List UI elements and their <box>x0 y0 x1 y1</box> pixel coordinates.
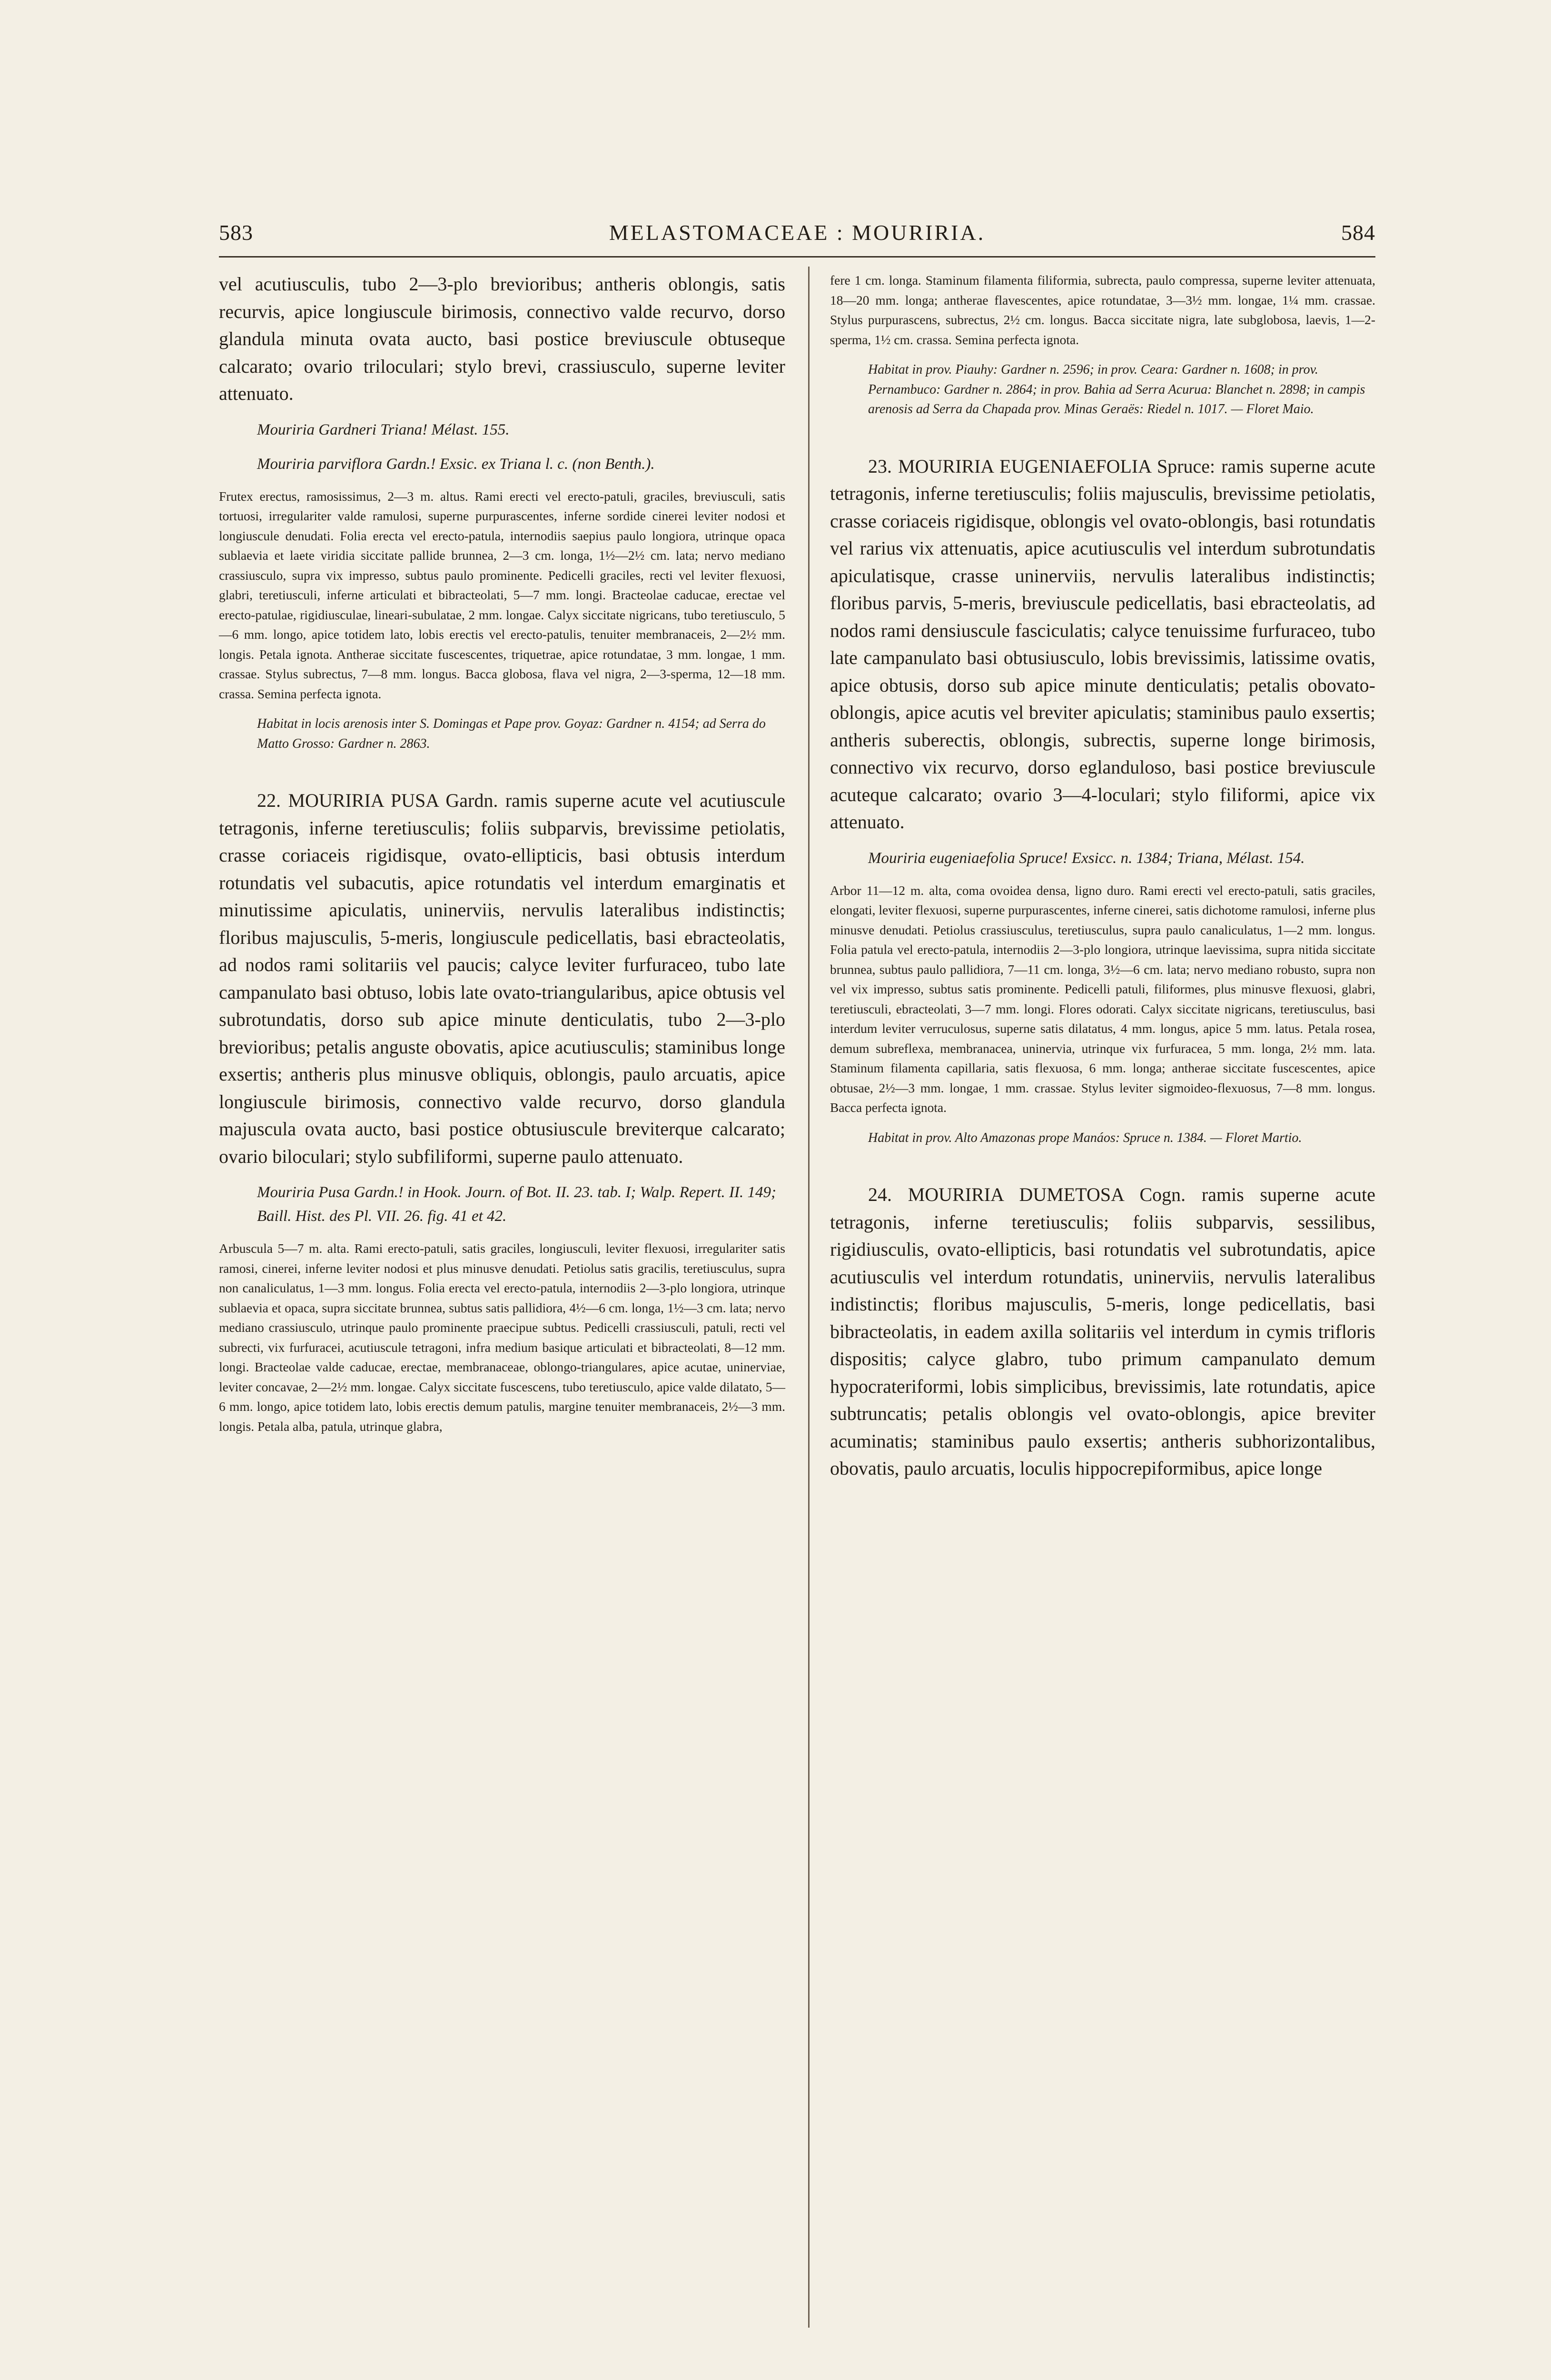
citation-eugeniaefolia: Mouriria eugeniaefolia Spruce! Exsicc. n. 1384; Triana, Mélast. 154. <box>868 849 1305 867</box>
species-24-diagnosis: ramis superne acute tetragonis, inferne teretiusculis; foliis subparvis, sessilibus, rigidiusculis, ovato-ellipticis, basi rotundatis vel subrotundatis, apice acutiusculis vel interdum rotundatis, uninerviis, nervulis lateralibus indistinctis; floribus majusculis, 5-meris, longe pedicellatis, basi bibracteolatis, in eadem axilla solitariis vel interdum in cymis trifloris dispositis; calyce glabro, tubo primum campanulato demum hypocrateriformi, lobis simplicibus, brevissimis, late rotundatis, apice subtruncatis; petalis oblongis vel ovato-oblongis, apice breviter acuminatis; staminibus paulo exsertis; antheris subhorizontalibus, obovatis, paulo arcuatis, loculis hippocrepiformibus, apice longe <box>830 1184 1376 1479</box>
right-column <box>830 270 1375 1493</box>
species-23-habitat: Habitat in prov. Alto Amazonas prope Manáos: Spruce n. 1384. — Floret Martio. <box>868 1130 1302 1145</box>
species-22-detail: Arbuscula 5—7 m. alta. Rami erecto-patuli, satis graciles, longiusculi, leviter flexuosi, irregulariter satis ramosi, cinerei, inferne leviter nodosi et plus minusve denudati. Petiolus satis gracilis, teretiusculus, supra non canaliculatus, 1—3 mm. longus. Folia erecta vel erecto-patula, internodiis 2—3-plo longiora, utrinque sublaevia et opaca, supra siccitate brunnea, subtus satis pallidiora, 4½—6 cm. longa, 1½—3 cm. lata; nervo mediano crassiusculo, utrinque paulo prominente praecipue subtus. Pedicelli crassiusculi, patuli, recti vel subrecti, vix furfuracei, acutiuscule tetragoni, infra medium basique articulati et bibracteolati, 8—12 mm. longi. Bracteolae valde caducae, erectae, membranaceae, oblongo-triangulares, apice acutae, uninerviae, leviter concavae, 2—2½ mm. longae. Calyx siccitate fuscescens, tubo teretiusculo, apice valde dilatato, 5—6 mm. longo, apice totidem lato, lobis erectis demum patulis, margine tenuiter membranaceis, 2½—3 mm. longis. Petala alba, patula, utrinque glabra, <box>219 1241 785 1434</box>
species-21-description-end: vel acutiusculis, tubo 2—3-plo brevioribus; antheris oblongis, satis recurvis, apice longiuscule birimosis, connectivo valde recurvo, dorso glandula minuta ovata aucto, basi postice breviuscule obtuseque calcarato; ovario triloculari; stylo brevi, crassiusculo, superne leviter attenuato. <box>219 273 785 404</box>
species-23-detail: Arbor 11—12 m. alta, coma ovoidea densa, ligno duro. Rami erecti vel erecto-patuli, satis graciles, elongati, leviter flexuosi, superne purpurascentes, inferne cinerei, satis dichotome ramulosi, inferne plus minusve denudati. Petiolus crassiusculus, teretiusculus, supra paulo canaliculatus, 1—2 mm. longus. Folia patula vel erecto-patula, internodiis 2—3-plo longiora, utrinque laevissima, supra nitida siccitate brunnea, subtus paulo pallidiora, 7—11 cm. longa, 3½—6 cm. lata; nervo mediano robusto, supra non vel vix impresso, subtus satis prominente. Pedicelli patuli, filiformes, plus minusve flexuosi, glabri, teretiusculi, ebracteolati, 3—7 mm. longi. Flores odorati. Calyx siccitate nigricans, teretiusculus, basi interdum leviter verruculosus, superne satis dilatatus, 4 mm. longus, apice 5 mm. latus. Petala rosea, demum subreflexa, membranacea, uninervia, utrinque vix furfuracea, 5 mm. longa, 2½ mm. lata. Staminum filamenta capillaria, satis flexuosa, 6 mm. longa; antherae siccitate fuscescentes, apice obtusae, 2½—3 mm. longae, 1 mm. crassae. Stylus leviter sigmoideo-flexuosus, 7—8 mm. longus. Bacca perfecta ignota. <box>830 883 1375 1115</box>
species-23-diagnosis: ramis superne acute tetragonis, inferne teretiusculis; foliis majusculis, brevissime petiolatis, crasse coriaceis rigidisque, oblongis vel ovato-oblongis, basi rotundatis vel rarius vix attenuatis, apice acutiusculis vel interdum subrotundatis apiculatisque, crasse uninerviis, nervulis lateralibus indistinctis; floribus parvis, 5-meris, breviuscule pedicellatis, basi ebracteolatis, ad nodos rami densiuscule fasciculatis; calyce tenuissime furfuraceo, tubo late campanulato basi obtusiusculo, lobis brevissimis, latissime ovatis, apice obtusis, dorso sub apice minute denticulatis; petalis obovato-oblongis, apice acutis vel breviter apiculatis; staminibus paulo exsertis; antheris suberectis, oblongis, subrectis, superne longe birimosis, connectivo vix recurvo, dorso eglanduloso, basi postice breviuscule acuteque calcarato; ovario 3—4-loculari; stylo filiformi, apice vix attenuato. <box>830 455 1376 833</box>
section-gap <box>830 1158 1375 1181</box>
citation-pusa: Mouriria Pusa Gardn.! in Hook. Journ. of Bot. II. 23. tab. I; Walp. Repert. II. 149; Baill. Hist. des Pl. VII. 26. fig. 41 et 42. <box>257 1184 777 1225</box>
species-22-habitat: Habitat in prov. Piauhy: Gardner n. 2596; in prov. Ceara: Gardner n. 1608; in prov. Pernambuco: Gardner n. 2864; in prov. Bahia ad Serra Acurua: Blanchet n. 2898; in campis arenosis ad Serra da Chapada prov. Minas Geraës: Riedel n. 1017. — Floret Maio. <box>868 362 1365 416</box>
species-24-heading: 24. MOURIRIA DUMETOSA Cogn. <box>868 1184 1186 1205</box>
page-header <box>219 220 1375 253</box>
citation-parviflora: Mouriria parviflora Gardn.! Exsic. ex Triana l. c. (non Benth.). <box>257 455 655 473</box>
page-number-right: 584 <box>1341 220 1375 245</box>
species-22-diagnosis: ramis superne acute vel acutiuscule tetragonis, inferne teretiusculis; foliis subparvis, brevissime petiolatis, crasse coriaceis rigidisque, ovato-ellipticis, basi obtusis interdum rotundatis vel subacutis, apice rotundatis vel interdum emarginatis et minutissime apiculatis, uninerviis, nervulis lateralibus indistinctis; floribus majusculis, 5-meris, longiuscule pedicellatis, basi ebracteolatis, ad nodos rami solitariis vel paucis; calyce leviter furfuraceo, tubo late campanulato basi obtuso, lobis late ovato-triangularibus, apice obtusis vel subrotundatis, dorso sub apice minute denticulatis, tubo 2—3-plo brevioribus; petalis anguste obovatis, apice acutiusculis; staminibus longe exsertis; antheris plus minusve obliquis, oblongis, paulo arcuatis, apice longiuscule birimosis, connectivo valde recurvo, dorso glandula majuscula ovata aucto, basi postice obtusiuscule breviterque calcarato; ovario biloculari; stylo subfiliformi, superne paulo attenuato. <box>219 790 785 1167</box>
left-column <box>219 270 785 1447</box>
species-22-heading: 22. MOURIRIA PUSA Gardn. <box>257 790 498 811</box>
section-gap <box>830 430 1375 453</box>
species-21-habitat: Habitat in locis arenosis inter S. Domingas et Pape prov. Goyaz: Gardner n. 4154; ad Serra do Matto Grosso: Gardner n. 2863. <box>257 716 766 751</box>
page-number-left: 583 <box>219 220 253 245</box>
header-rule <box>219 256 1375 258</box>
species-22-detail-cont: fere 1 cm. longa. Staminum filamenta filiformia, subrecta, paulo compressa, superne leviter attenuata, 18—20 mm. longa; antherae flavescentes, apice rotundatae, 3—3½ mm. longae, 1¼ mm. crassae. Stylus purpurascens, subrectus, 2½ cm. longus. Bacca siccitate nigra, late subglobosa, laevis, 1—2-sperma, 1½ cm. crassa. Semina perfecta ignota. <box>830 273 1375 347</box>
species-21-detail: Frutex erectus, ramosissimus, 2—3 m. altus. Rami erecti vel erecto-patuli, graciles, breviusculi, satis tortuosi, irregulariter valde ramulosi, superne purpurascentes, inferne sordide cinerei leviter nodosi et longiuscule denudati. Folia erecta vel erecto-patula, internodiis saepius paulo longiora, utrinque opaca sublaevia et laete viridia siccitate pallide brunnea, 2—3 cm. longa, 1½—2½ cm. lata; nervo mediano crassiusculo, supra vix impresso, subtus paulo prominente. Pedicelli graciles, recti vel leviter flexuosi, glabri, teretiusculi, inferne articulati et bibracteolati, 5—7 mm. longi. Bracteolae caducae, erectae vel erecto-patulae, rigidiusculae, lineari-subulatae, 2 mm. longae. Calyx siccitate nigricans, tubo teretiusculo, 5—6 mm. longo, apice totidem lato, lobis erectis vel erecto-patulis, tenuiter membranaceis, 2—2½ mm. longis. Petala ignota. Antherae siccitate fuscescentes, triquetrae, apice rotundatae, 3 mm. longae, 1 mm. crassae. Stylus subrectus, 7—8 mm. longus. Bacca globosa, flava vel nigra, 2—3-sperma, 12—18 mm. crassa. Semina perfecta ignota. <box>219 488 785 701</box>
running-title: MELASTOMACEAE : MOURIRIA. <box>609 220 986 245</box>
species-22-block <box>219 787 785 1170</box>
column-divider <box>808 267 810 2328</box>
species-24-block <box>830 1181 1375 1482</box>
citation-gardneri: Mouriria Gardneri Triana! Mélast. 155. <box>257 421 510 438</box>
species-23-block <box>830 453 1375 836</box>
species-23-heading: 23. MOURIRIA EUGENIAEFOLIA Spruce: <box>868 455 1215 477</box>
section-gap <box>219 764 785 787</box>
